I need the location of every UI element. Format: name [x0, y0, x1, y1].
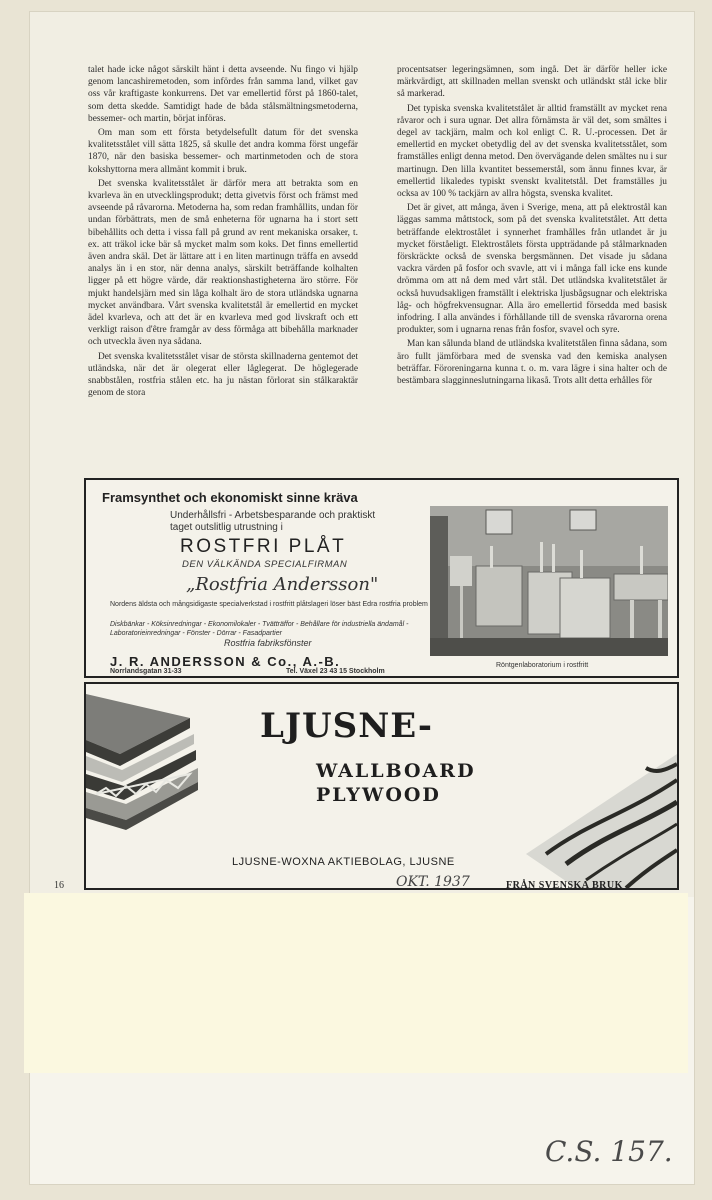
advertisement-rostfri — [84, 478, 679, 678]
ljusne-footer: LJUSNE-WOXNA AKTIEBOLAG, LJUSNE — [232, 856, 455, 868]
running-footer: FRÅN SVENSKA BRUK — [506, 880, 623, 891]
paragraph: talet hade icke något särskilt hänt i detta avseende. Nu fingo vi hjälp genom lancashiremetoden, som infördes från samma land, vilket gav oss vår kraftigaste konkurrens. Det var emellertid först på 1860-talet, som detta skedde. Samtidigt hade de båda stålsmältningsmetoderna, bessemer- och martin, börjat införas. — [88, 65, 358, 124]
paragraph: Det svenska kvalitetsstålet visar de största skillnaderna gentemot det utländska, när det är olegerat eller låglegerat. De höglegerade snabbstålen, rostfria stålen etc. ha ju nästan förlorat sin stålkaraktär genom de stora — [88, 351, 358, 399]
laboratory-image — [430, 506, 668, 656]
ljusne-title: LJUSNE- — [260, 706, 433, 746]
handwritten-date: OKT. 1937 — [396, 874, 470, 890]
ad-fonster: Rostfria fabriksfönster — [224, 638, 312, 648]
ad-headline: Framsynthet och ekonomiskt sinne kräva — [102, 490, 358, 505]
yellow-paper-strip — [24, 893, 688, 1073]
text-column-right — [397, 64, 667, 389]
ad-subline: Underhållsfri - Arbetsbesparande och praktiskt taget outslitlig utrustning i — [170, 510, 376, 533]
ad-firm-line: DEN VÄLKÄNDA SPECIALFIRMAN — [182, 559, 348, 570]
ad-company-name: J. R. ANDERSSON & Co., A.-B. — [110, 654, 341, 669]
ljusne-wallboard: WALLBOARD — [316, 760, 476, 782]
laboratory-photo — [430, 506, 668, 656]
page-number: 16 — [54, 880, 64, 891]
paragraph: Det svenska kvalitetsstålet är därför mera att betrakta som en kvarleva än en utvecklingsprodukt; detta givetvis först och främst med avseende på råvarorna. Metoderna ha, som redan framhållits, undan för undan förbättrats, men de små enheterna för ugnarna ha i stort sett bibehållits och detta i vissa fall på grund av rent mekaniska orsaker, t. ex. att träkol icke bär så mycket malm som koks. Det finns emellertid även andra skäl. Det är lättare att i en liten martinugn träffa en avsedd analys än i en stor, när denna analys, särskilt beträffande kolhalten ligger på ett högre värde, där reaktionshastigheterna äro större. För mjukt handelsjärn med sin låga kolhalt äro de stora utländska ugnarna mycket användbara. Vårt svenska kvalitetstål är emellertid en mycket ädel kvarleva, och att det är en kvarleva med god livskraft och ett verkligt raison d'être framgår av dess förmåga att bibehålla marknader och utveckla även nya sådana. — [88, 178, 358, 348]
paragraph: Det typiska svenska kvalitetstålet är alltid framställt av mycket rena råvaror och i sura ugnar. Det allra förnämsta är väl det, som smältes i degel av tackjärn, malm och kol enligt C. R. U.-processen. Det är emellertid en mycket obetydlig del av det svenska kvalitetsstålet, som framställes enligt denna metod. Den övervägande delen smältes nu i sur martinugn. Den lilla kvantitet bessemerstål, som ännu finnes kvar, är emellertid likaledes typiskt svenskt kvalitetstål. Det framställes ju ocksa av 100 % tackjärn av allra högsta, svenska kvalitet. — [397, 103, 667, 200]
ad-telephone: Tel. Växel 23 43 15 Stockholm — [286, 668, 385, 675]
ad-script-logo: „Rostfria Andersson" — [186, 574, 379, 595]
archive-mark: C.S. 157. — [545, 1135, 673, 1168]
paragraph: Det är givet, att många, även i Sverige, mena, att på elektrostål kan läggas samma måttstock, som på det svenska kvalitetstålet. Att detta beträffande elektrostålet i synnerhet framhålles från utlandet är ju mycket förståeligt. Elektrostålets första uppträdande på stålmarknaden förskräckte också de svenska bergsmännen. Det visade ju sådana vackra värden på fosfor och svavle, att vi i många fall icke ens kunde drömma om att nå dem med vårt stål. Det utländska kvalitetstålet är också huvudsakligen framställt i elektriska ljusbågsugnar och elektriska låg- och högfrekvensugnar. Alla äro emellertid försedda med basisk infodring. I alla användes i förhållande till de svenska råvarorna orena produkter, som i ugnarna renas från fosfor, svavel och syre. — [397, 203, 667, 336]
ad-products-list: Diskbänkar - Köksinredningar - Ekonomilokaler - Tvätträffor - Behållare för industriella ändamål - Laboratorieinredningar - Fönster - Dörrar - Fasadpartier — [110, 621, 409, 637]
clipping-bottom-strip — [54, 874, 664, 894]
paragraph: procentsatser legeringsämnen, som ingå. Det är därför heller icke märkvärdigt, att skillnaden mellan svenskt och utländskt stål icke blir så markerad. — [397, 65, 667, 100]
photo-caption: Röntgenlaboratorium i rostfritt — [496, 662, 589, 669]
ad-address: Norrlandsgatan 31-33 — [110, 668, 182, 675]
paragraph: Om man som ett första betydelsefullt datum för det svenska kvalitetsstålet vill sätta 1825, så skulle det andra komma först ungefär 1870, när den basiska bessemer- och martinmetoden och de stora kokshyttorna mera allmänt kommit i bruk. — [88, 128, 358, 175]
paragraph: Man kan sålunda bland de utländska kvalitetstålen finna sådana, som äro fullt jämförbara med de svenska vad den kemiska analysen beträffar. Föroreningarna kunna t. o. m. vara lägre i sina halter och de bestämbara slagginneslutningarna likaså. Trots allt detta erhålles för — [397, 339, 667, 387]
text-column-left — [88, 64, 358, 401]
ad-nordens-text: Nordens äldsta och mångsidigaste specialverkstad i rostfritt plåtslageri löser bäst Edra rostfria problem — [110, 601, 428, 608]
ljusne-plywood: PLYWOOD — [316, 784, 441, 806]
advertisement-ljusne — [84, 682, 679, 890]
ad-product: ROSTFRI PLÅT — [180, 536, 347, 557]
newspaper-clipping — [30, 12, 694, 897]
